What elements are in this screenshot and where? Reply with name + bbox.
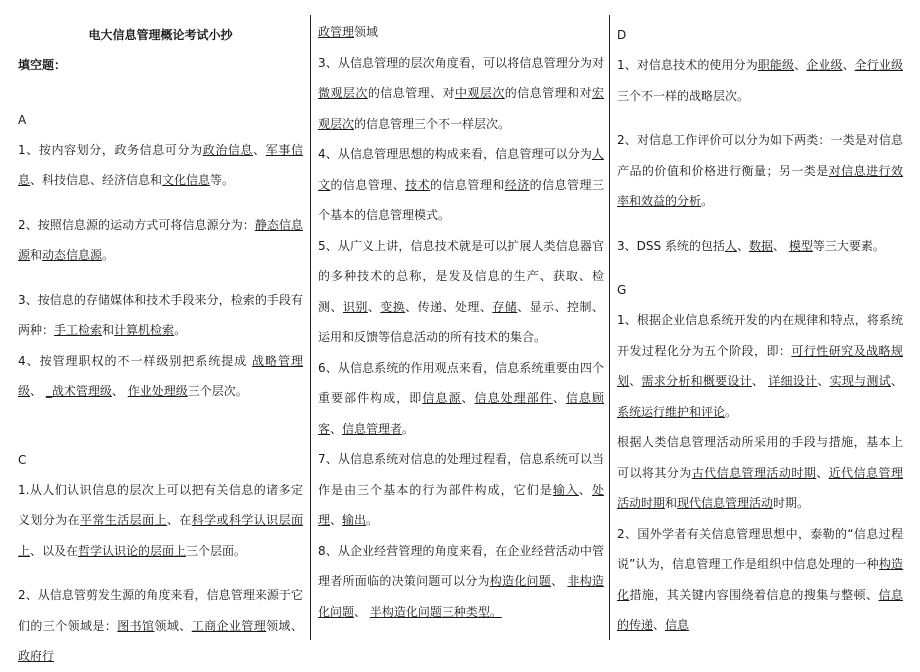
paragraph-g2 [617, 519, 903, 641]
underlined-term: 信息的传递 [617, 587, 903, 632]
paragraph-d3 [617, 231, 903, 262]
paragraph-c1 [18, 475, 303, 567]
text-run: 2、按照信息源的运动方式可将信息源分为： [18, 217, 255, 232]
spacer [617, 217, 903, 231]
text-run: 三个不一样的战略层次。 [617, 88, 750, 103]
text-run: 、 [890, 374, 903, 388]
paragraph-3 [318, 48, 604, 140]
document-title: 电大信息管理概论考试小抄 [88, 28, 233, 42]
letter-heading-c: C [18, 452, 27, 467]
text-run: 、 [253, 142, 266, 157]
underlined-term: 详细设计 [768, 374, 818, 388]
text-run: 3、DSS 系统的包括 [617, 238, 725, 253]
text-run: 、 [552, 391, 566, 405]
paragraph-4 [318, 139, 604, 231]
underlined-term: 宏观层次 [318, 86, 604, 131]
text-run: 、科技信息、经济信息和 [30, 173, 163, 187]
spacer [18, 81, 303, 105]
underlined-term: 文化信息 [162, 173, 211, 187]
text-run: 和 [102, 323, 115, 337]
text-run: 4、从信息管理思想的构成来看，信息管理可以分为 [318, 147, 592, 161]
column-right [617, 20, 903, 630]
underlined-term: 政府行 [18, 649, 55, 663]
text-run: 6、从信息系统的作用观点来看，信息系统重要由四个重要部件构成，即 [318, 360, 604, 405]
underlined-term: 计算机检索 [114, 323, 175, 337]
text-run: 。 [366, 513, 379, 527]
text-run: 的信息管理和对 [504, 86, 592, 100]
underlined-term: 静态信息源 [18, 217, 303, 262]
underlined-term: 系统运行维护和评论 [617, 404, 726, 419]
paragraph-d2 [617, 125, 903, 217]
text-run: 三个层面。 [186, 543, 247, 558]
text-run: 、 [736, 238, 749, 253]
column-left [18, 20, 303, 663]
underlined-term: 政治信息 [202, 142, 254, 157]
text-run: 三个层次。 [187, 384, 248, 398]
text-run: 、 [354, 604, 370, 619]
text-run: 、 [751, 374, 769, 388]
underlined-term: 存储 [492, 299, 518, 314]
spacer [18, 407, 303, 431]
paragraph-5 [318, 231, 604, 353]
text-run: 8、从企业经营管理的角度来看，在企业经营活动中管理者所面临的决策问题可以分为 [318, 543, 604, 588]
underlined-term: 技术 [405, 177, 431, 192]
underlined-term: _ [45, 384, 52, 398]
text-run: 、 [629, 374, 642, 388]
spacer [18, 566, 303, 580]
text-run: 领域、 [266, 618, 303, 633]
text-run: 、 [111, 384, 128, 398]
spacer [617, 261, 903, 275]
paragraph-a1 [18, 135, 303, 196]
paragraph-7 [318, 444, 604, 536]
paragraph-continued [318, 17, 604, 48]
underlined-term: 识别 [342, 299, 368, 314]
underlined-term: 信息管理者 [342, 421, 403, 436]
text-run: 2、国外学者有关信息管理思想中，泰勒的“信息过程说”认为，信息管理工作是组织中信息处理的一种 [617, 526, 903, 571]
underlined-term: 模型 [788, 238, 813, 253]
text-run: 、 [330, 421, 343, 436]
text-run: 、以及在 [30, 543, 79, 558]
underlined-term: 半构造化问题三种类型。 [369, 604, 502, 619]
text-run: 、 [551, 574, 568, 588]
text-run: 、传递、处理、 [405, 299, 493, 314]
text-run: 、 [842, 58, 855, 72]
underlined-term: 哲学认识论的层面上 [78, 543, 187, 558]
text-run: 1.从人们认识信息的层次上可以把有关信息的诸多定义划分为在 [18, 482, 303, 527]
underlined-term: 信息源 [422, 391, 462, 405]
underlined-term: 科学或科学认识层面上 [18, 513, 303, 558]
underlined-term: 企业级 [806, 58, 843, 72]
underlined-term: 职能级 [757, 58, 795, 72]
text-run: 2、从信息管剪发生源的角度来看，信息管理来源于它们的三个领域是： [18, 588, 303, 633]
spacer [18, 431, 303, 445]
text-run: 、 [794, 58, 807, 72]
underlined-term: 经济 [504, 177, 530, 192]
text-run: 、 [772, 238, 789, 253]
text-run: 的信息管理三个不一样层次。 [354, 116, 511, 131]
underlined-term: 古代信息管理活动时期 [691, 465, 817, 480]
underlined-term: 图书馆 [117, 618, 155, 633]
underlined-term: 现代信息管理活动 [677, 496, 774, 510]
text-run: 领域 [354, 25, 379, 39]
text-run: 4、按管理职权的不一样级别把系统提成 [18, 353, 253, 368]
text-run: 的信息管理、 [330, 177, 406, 192]
underlined-term: 平常生活层面上 [80, 513, 167, 527]
underlined-term: 信息处理部件 [474, 391, 553, 405]
underlined-term: 构造化 [617, 557, 903, 602]
text-run: 、 [461, 391, 475, 405]
text-run: 3、从信息管理的层次角度看，可以将信息管理分为对 [318, 55, 604, 70]
underlined-term: 处理 [318, 482, 604, 527]
paragraph-d1 [617, 50, 903, 111]
underlined-term: 输出 [342, 513, 367, 527]
text-run: 、 [578, 482, 592, 497]
underlined-term: 数据 [748, 238, 773, 253]
paragraph-c2 [18, 580, 303, 672]
text-run: 。 [701, 194, 714, 208]
underlined-term: 微观层次 [318, 86, 368, 100]
paragraph-g1 [617, 305, 903, 427]
underlined-term: 近代信息管理活动时期 [617, 465, 903, 510]
paragraph-g1b [617, 427, 903, 519]
paragraph-a4 [18, 346, 303, 407]
spacer [617, 111, 903, 125]
letter-heading-g: G [617, 283, 627, 297]
spacer [18, 196, 303, 210]
underlined-term: 战术管理级 [51, 384, 112, 398]
spacer [18, 271, 303, 285]
text-run: 。 [174, 323, 187, 337]
text-run: 、 [330, 513, 343, 527]
underlined-term: 变换 [380, 299, 406, 314]
underlined-term: 中观层次 [454, 86, 505, 100]
text-run: 措施，其关键内容围绕着信息的搜集与整顿、 [629, 587, 879, 602]
underlined-term: 工商企业管理 [191, 618, 267, 633]
text-run: 的信息管理和 [430, 177, 505, 192]
underlined-term: 对信息进行效率和效益的分析 [617, 163, 903, 208]
text-run: 等。 [210, 173, 235, 187]
text-run: 、 [367, 299, 381, 314]
underlined-term: 作业处理级 [127, 384, 188, 398]
underlined-term: 手工检索 [54, 323, 103, 337]
underlined-term: 人 [724, 238, 737, 253]
underlined-term: 信息顾客 [318, 391, 604, 436]
paragraph-a2 [18, 210, 303, 271]
text-run: 和 [665, 496, 678, 510]
text-run: 、在 [166, 513, 192, 527]
column-middle [318, 17, 604, 627]
underlined-term: 构造化问题 [489, 574, 552, 588]
text-run: 的信息管理三个基本的信息管理模式。 [318, 177, 604, 222]
text-run: 的信息管理、对 [367, 86, 455, 100]
underlined-term: 输入 [552, 482, 579, 497]
text-run: 、 [30, 384, 46, 398]
letter-heading-d: D [617, 28, 627, 42]
text-run: 1、根据企业信息系统开发的内在规律和特点，将系统开发过程化分为五个阶段，即： [617, 313, 903, 358]
text-run: 和 [30, 248, 43, 262]
underlined-term: 非构造化问题 [318, 574, 604, 619]
text-run: 、显示、控制、运用和反馈等信息活动的所有技术的集合。 [318, 299, 604, 344]
text-run: 。 [402, 421, 415, 436]
section-heading: 填空题： [18, 58, 67, 72]
text-run: 。 [102, 248, 115, 262]
underlined-term: 全行业级 [854, 58, 903, 72]
text-run: 2、对信息工作评价可以分为如下两类：一类是对信息产品的价值和价格进行衡量；另一类是 [617, 133, 903, 178]
underlined-term: 可行性研究及战略规划 [617, 343, 903, 388]
paragraph-a3 [18, 285, 303, 346]
text-run: 7、从信息系统对信息的处理过程看，信息系统可以当作是由三个基本的行为部件构成，它们是 [318, 452, 604, 497]
underlined-term: 军事信息 [18, 142, 303, 187]
text-run: 根据人类信息管理活动所采用的手段与措施，基本上可以将其分为 [617, 435, 903, 480]
column-divider [609, 15, 610, 640]
letter-heading-a: A [18, 112, 27, 127]
text-run: 3、按信息的存储媒体和技术手段来分，检索的手段有两种： [18, 292, 303, 337]
text-run: 、 [816, 465, 829, 480]
text-run: 1、按内容划分，政务信息可分为 [18, 142, 203, 157]
underlined-term: 战略管理级 [18, 353, 303, 398]
underlined-term: 动态信息源 [42, 248, 103, 262]
text-run: 1、对信息技术的使用分为 [617, 58, 758, 72]
text-run: 领域、 [154, 618, 192, 633]
underlined-term: 政管理 [318, 25, 355, 39]
text-run: 5、从广义上讲，信息技术就是可以扩展人类信息器官的多种技术的总称，是发及信息的生产、获取、检测、 [318, 238, 604, 314]
paragraph-6 [318, 353, 604, 445]
underlined-term: 人文 [318, 147, 604, 192]
paragraph-8 [318, 536, 604, 628]
text-run: 、 [653, 618, 666, 632]
text-run: 。 [725, 404, 738, 419]
text-run: 时期。 [773, 496, 810, 510]
text-run: 、 [817, 374, 830, 388]
text-run: 等三大要素。 [812, 238, 885, 253]
column-divider [310, 15, 311, 640]
underlined-term: 信息 [665, 618, 690, 632]
underlined-term: 实现与测试 [829, 374, 891, 388]
underlined-term: 需求分析和概要设计 [641, 374, 752, 388]
